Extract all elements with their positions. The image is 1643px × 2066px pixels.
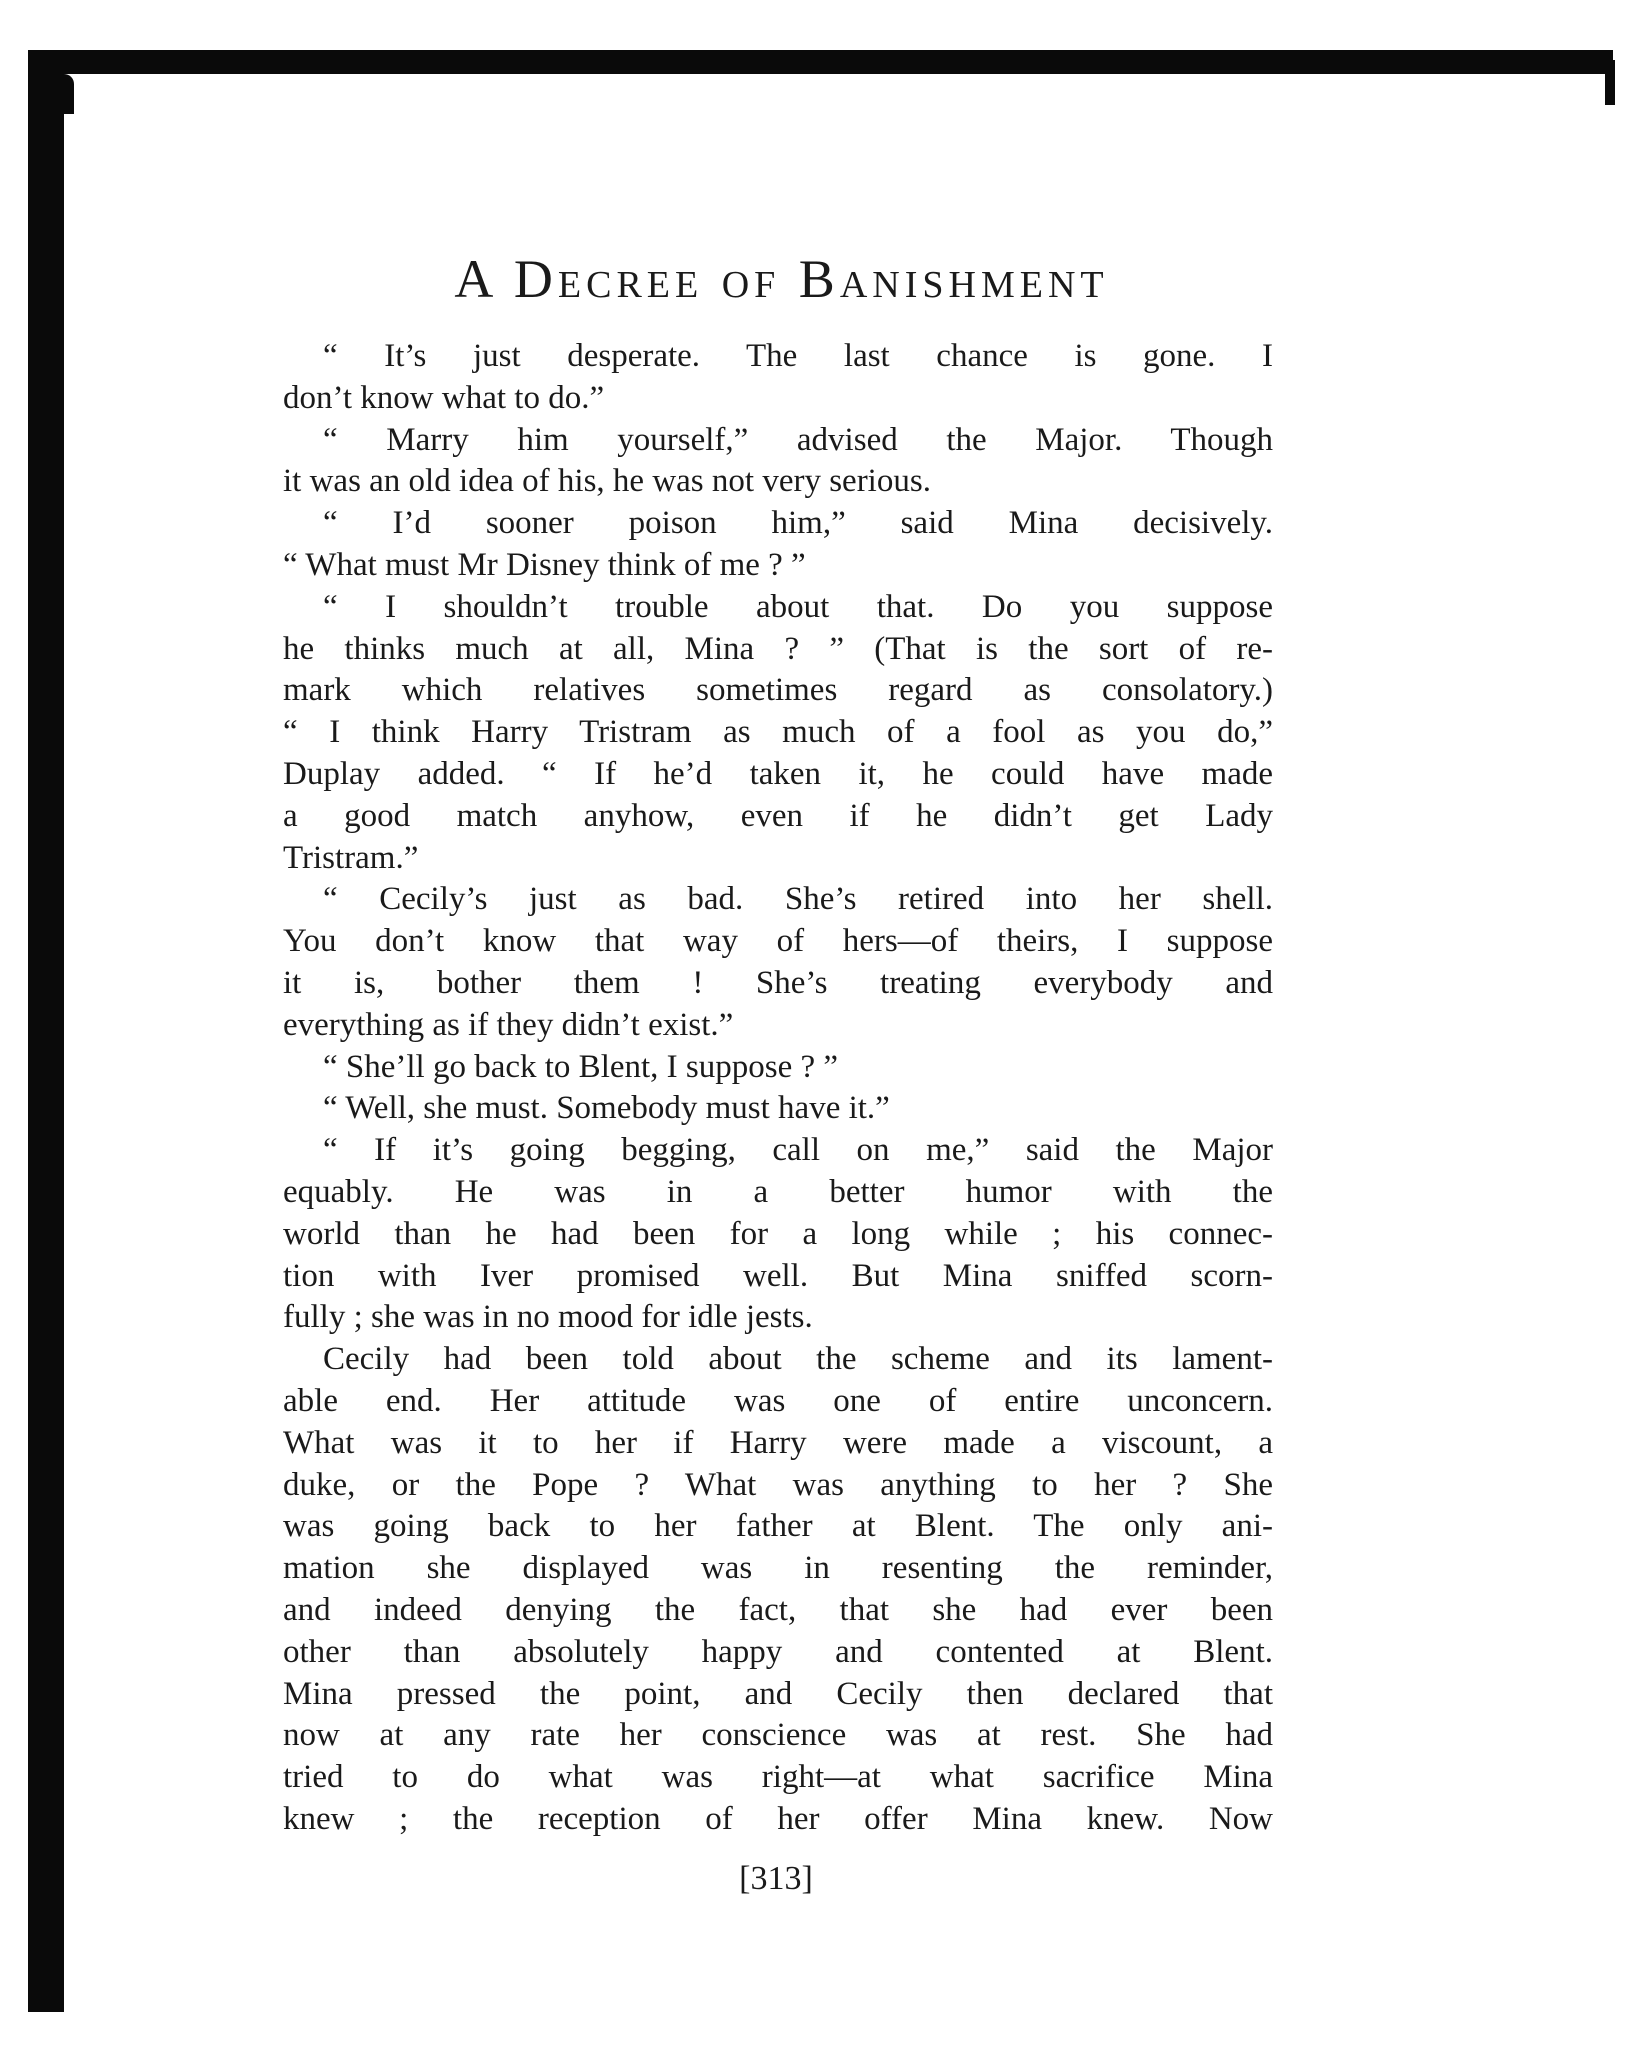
text-line: “ I’d sooner poison him,” said Mina decisively. bbox=[323, 505, 1273, 542]
text-line: Mina pressed the point, and Cecily then declared that bbox=[283, 1675, 1273, 1712]
text-line: “ What must Mr Disney think of me ? ” bbox=[283, 546, 806, 583]
text-line: Tristram.” bbox=[283, 839, 419, 876]
text-line: equably. He was in a better humor with the bbox=[283, 1173, 1273, 1210]
scan-left-border bbox=[28, 50, 64, 2012]
text-line: it is, bother them ! She’s treating everybody and bbox=[283, 964, 1273, 1001]
text-line: knew ; the reception of her offer Mina knew. Now bbox=[283, 1800, 1273, 1837]
body-text bbox=[283, 336, 1273, 1841]
text-line: don’t know what to do.” bbox=[283, 379, 605, 416]
text-line: everything as if they didn’t exist.” bbox=[283, 1006, 734, 1043]
text-line: “ Cecily’s just as bad. She’s retired into her shell. bbox=[323, 881, 1273, 918]
text-line: What was it to her if Harry were made a viscount, a bbox=[283, 1424, 1273, 1461]
text-line: duke, or the Pope ? What was anything to her ? She bbox=[283, 1466, 1273, 1503]
text-line: Duplay added. “ If he’d taken it, he could have made bbox=[283, 755, 1273, 792]
chapter-title: A Decree of Banishment bbox=[454, 249, 1109, 309]
scan-corner bbox=[64, 74, 74, 114]
page-number: [313] bbox=[739, 1860, 813, 1897]
text-line: a good match anyhow, even if he didn’t get Lady bbox=[283, 797, 1273, 834]
text-line: Cecily had been told about the scheme and its lament- bbox=[323, 1341, 1273, 1378]
text-line: he thinks much at all, Mina ? ” (That is the sort of re- bbox=[283, 630, 1273, 667]
text-line: tion with Iver promised well. But Mina sniffed scorn- bbox=[283, 1257, 1273, 1294]
text-line: world than he had been for a long while ; his connec- bbox=[283, 1215, 1273, 1252]
text-line: “ Marry him yourself,” advised the Major. Though bbox=[323, 421, 1273, 458]
text-line: You don’t know that way of hers—of theirs, I suppose bbox=[283, 923, 1273, 960]
text-line: mation she displayed was in resenting the reminder, bbox=[283, 1550, 1273, 1587]
text-line: able end. Her attitude was one of entire unconcern. bbox=[283, 1382, 1273, 1419]
text-line: “ It’s just desperate. The last chance is gone. I bbox=[323, 338, 1273, 374]
text-line: tried to do what was right—at what sacrifice Mina bbox=[283, 1759, 1273, 1796]
text-line: fully ; she was in no mood for idle jests. bbox=[283, 1299, 813, 1336]
scan-right-edge bbox=[1605, 60, 1615, 105]
text-line: other than absolutely happy and contented at Blent. bbox=[283, 1633, 1273, 1670]
text-line: mark which relatives sometimes regard as consolatory.) bbox=[283, 672, 1273, 709]
text-line: now at any rate her conscience was at rest. She had bbox=[283, 1717, 1273, 1754]
text-line: was going back to her father at Blent. The only ani- bbox=[283, 1508, 1273, 1545]
text-line: “ If it’s going begging, call on me,” said the Major bbox=[323, 1132, 1273, 1169]
text-line: “ She’ll go back to Blent, I suppose ? ” bbox=[323, 1048, 839, 1085]
text-line: it was an old idea of his, he was not very serious. bbox=[283, 463, 931, 500]
text-line: “ I think Harry Tristram as much of a fool as you do,” bbox=[283, 714, 1273, 751]
text-line: and indeed denying the fact, that she had ever been bbox=[283, 1591, 1273, 1628]
scan-top-border bbox=[28, 50, 1613, 74]
text-line: “ I shouldn’t trouble about that. Do you suppose bbox=[323, 588, 1273, 625]
text-line: “ Well, she must. Somebody must have it.” bbox=[323, 1090, 890, 1127]
